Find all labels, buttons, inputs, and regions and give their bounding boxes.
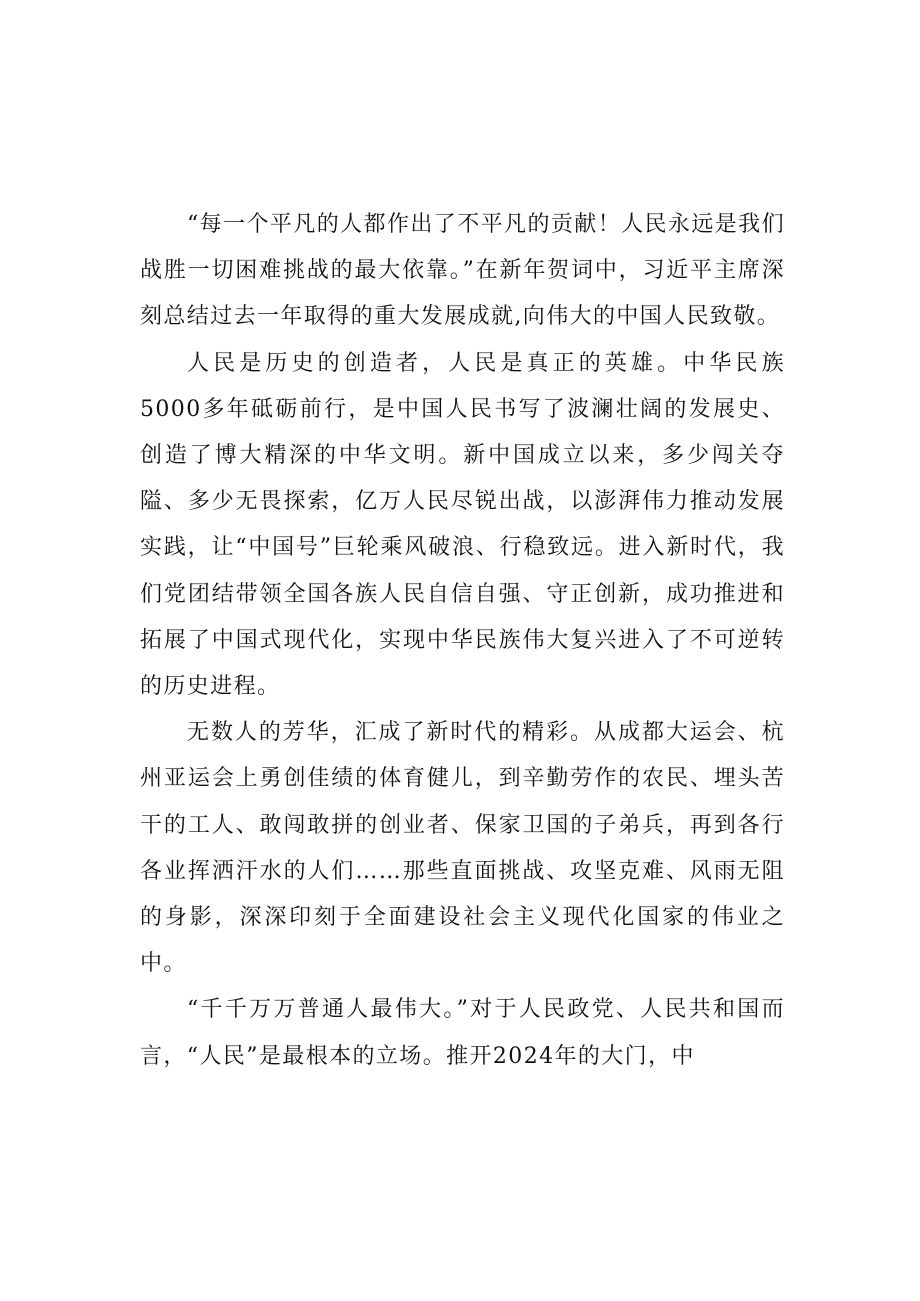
paragraph-4: “千千万万普通人最伟大。”对于人民政党、人民共和国而言，“人民”是最根本的立场。推开2024年的大门，中	[140, 997, 785, 1069]
paragraph-3: 无数人的芳华，汇成了新时代的精彩。从成都大运会、杭州亚运会上勇创佳绩的体育健儿，到辛勤劳作的农民、埋头苦干的工人、敢闯敢拼的创业者、保家卫国的子弟兵，再到各行各业挥洒汗水的人们……那些直面挑战、攻坚克难、风雨无阻的身影，深深印刻于全面建设社会主义现代化国家的伟业之中。	[140, 720, 785, 977]
document-body	[140, 202, 785, 1080]
paragraph-1: “每一个平凡的人都作出了不平凡的贡献！人民永远是我们战胜一切困难挑战的最大依靠。”在新年贺词中，习近平主席深刻总结过去一年取得的重大发展成就,向伟大的中国人民致敬。	[140, 212, 785, 330]
paragraph-2: 人民是历史的创造者，人民是真正的英雄。中华民族5000多年砥砺前行，是中国人民书写了波澜壮阔的发展史、创造了博大精深的中华文明。新中国成立以来，多少闯关夺隘、多少无畏探索，亿万人民尽锐出战，以澎湃伟力推动发展实践，让“中国号”巨轮乘风破浪、行稳致远。进入新时代，我们党团结带领全国各族人民自信自强、守正创新，成功推进和拓展了中国式现代化，实现中华民族伟大复兴进入了不可逆转的历史进程。	[140, 350, 785, 700]
